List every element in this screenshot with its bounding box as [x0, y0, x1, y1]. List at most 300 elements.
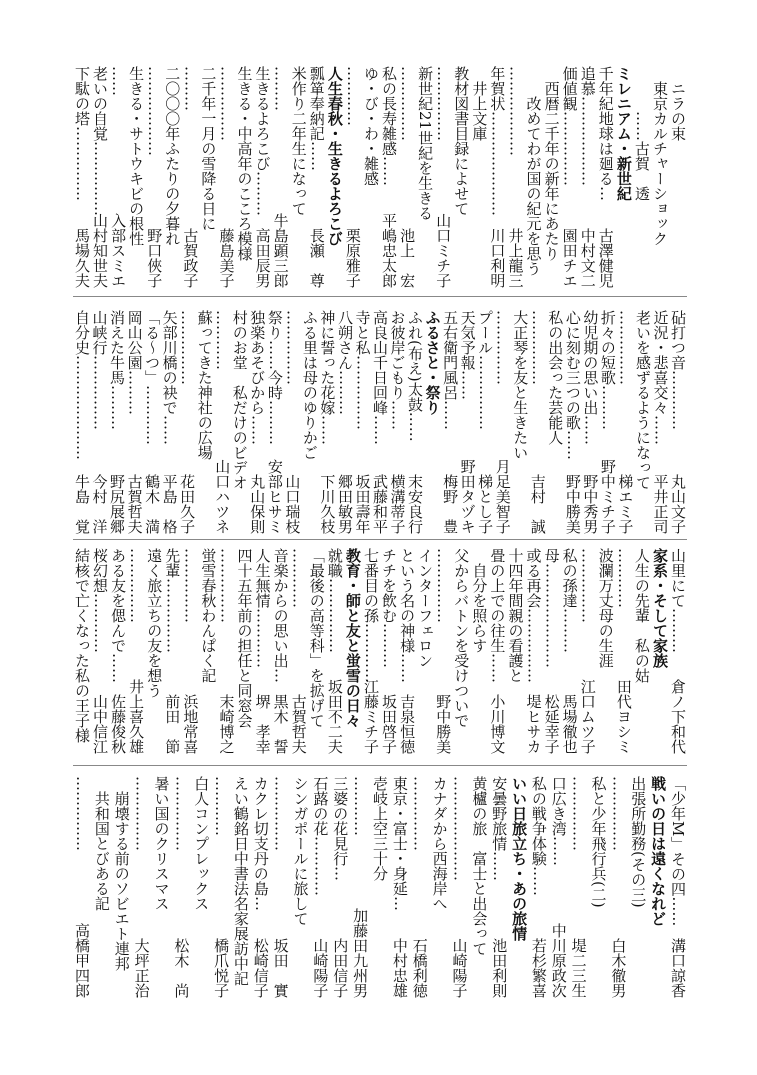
entry-title: 独楽あそびから……	[248, 310, 267, 445]
toc-entry	[109, 548, 127, 754]
entry-title: 価値観……………	[560, 66, 579, 186]
entry-title: ………………	[506, 66, 525, 156]
entry-title: インターフェロン	[416, 548, 435, 668]
toc-entry	[525, 66, 543, 288]
entry-title: 自分史…………………	[73, 310, 91, 460]
entry-title: 二〇〇〇年ふたりの夕暮れ	[163, 66, 182, 246]
entry-author: 野尻展郷	[108, 474, 127, 534]
toc-entry	[252, 776, 270, 998]
toc-band-3	[73, 548, 687, 754]
entry-title: ……………	[569, 776, 588, 851]
entry-title: ゆ・び・わ・雑感	[361, 66, 380, 186]
toc-entry	[272, 548, 290, 754]
entry-author: 平嶋忠太郎	[380, 213, 399, 288]
entry-title: 私と少年飛行兵(二)	[589, 776, 608, 908]
entry-author: 江藤ミチ子	[361, 679, 380, 754]
toc-entry	[232, 776, 250, 998]
entry-title: ふるさと・祭り	[423, 310, 442, 415]
entry-author: 吉村 誠	[528, 474, 547, 534]
toc-entry	[362, 66, 380, 288]
entry-author: 山口瑞枝	[283, 474, 302, 534]
toc-entry	[371, 310, 389, 534]
entry-author: 栗原雅子	[343, 228, 362, 288]
entry-title: 人生無情…………	[253, 548, 272, 668]
entry-author: 山中信江	[91, 694, 110, 754]
section-heading	[651, 548, 669, 754]
toc-entry	[213, 310, 231, 534]
toc-entry	[145, 548, 163, 754]
entry-title: ある友を偲んで……	[109, 548, 128, 683]
entry-title: ……………	[578, 548, 597, 623]
toc-entry	[629, 776, 647, 998]
section-heading	[615, 66, 633, 288]
toc-entry	[217, 548, 235, 754]
toc-entry	[470, 776, 488, 998]
section-heading	[424, 310, 442, 534]
entry-title: 砧打つ音…………	[669, 310, 687, 430]
entry-author: 郷田敏男	[335, 474, 354, 534]
entry-author: 池上 宏	[398, 228, 417, 288]
entry-title: 結核で亡くなった私の王子様	[73, 548, 91, 743]
toc-entry	[529, 310, 547, 534]
toc-entry	[450, 776, 468, 998]
entry-title: シンガポールに旅して	[291, 776, 310, 926]
entry-author: 月足美智子	[493, 459, 512, 534]
entry-author: 末安良行	[406, 474, 425, 534]
entry-title: 改めてわが国の紀元を思う	[524, 96, 543, 276]
section-heading	[344, 548, 362, 754]
entry-title: ……………	[178, 310, 197, 385]
toc-entry	[127, 548, 145, 754]
entry-title: 自分を照らす	[470, 563, 489, 653]
entry-author: 橋爪悦子	[212, 938, 231, 998]
entry-author: 坂田啓子	[380, 694, 399, 754]
entry-title: 安曇野旅情……	[490, 776, 509, 881]
entry-title: 私の戦争体験……	[529, 776, 548, 896]
entry-author: 倉ノ下和代	[669, 679, 687, 754]
toc-entry	[254, 548, 272, 754]
entry-title: 白人コンプレックス	[192, 776, 211, 911]
entry-title: 桜幻想…………	[91, 548, 110, 653]
entry-title: …………	[614, 548, 633, 608]
entry-title: 石蕗の花…………	[311, 776, 330, 896]
entry-title: 家系・そして家族	[650, 548, 669, 668]
entry-title: チチを飲む………	[380, 548, 399, 668]
toc-entry	[543, 66, 561, 288]
entry-author: 梯エミ子	[616, 474, 635, 534]
toc-entry	[73, 776, 91, 998]
entry-author: 今村 洋	[90, 474, 109, 534]
entry-title: 山峡行……………	[90, 310, 109, 430]
entry-title: 幼児期の思い出……	[581, 310, 600, 445]
entry-author: 梅野 豊	[441, 474, 460, 534]
toc-entry	[73, 66, 91, 288]
entry-author: 野中ミチ子	[598, 459, 617, 534]
toc-entry	[398, 66, 416, 288]
section-heading	[510, 776, 528, 998]
entry-title: ……古賀 透	[632, 111, 651, 201]
entry-title: …………	[343, 66, 362, 126]
toc-entry	[272, 776, 290, 998]
toc-entry	[143, 310, 161, 534]
entry-title: ……………	[181, 548, 200, 623]
toc-entry	[290, 548, 308, 754]
entry-title: 遠く旅立ちの友を想う	[145, 548, 164, 698]
entry-title: ……………	[398, 66, 417, 141]
toc-entry	[476, 310, 494, 534]
entry-title: 心に刻む三つの歌……	[563, 310, 582, 460]
toc-entry	[311, 776, 329, 998]
entry-title: ……………	[410, 776, 429, 851]
entry-title: 人生春秋・生きるよろこび	[325, 66, 344, 246]
toc-entry	[570, 776, 588, 998]
entry-title: 十四年間親の看護と	[506, 548, 525, 683]
toc-entry	[163, 66, 181, 288]
toc-entry	[669, 310, 687, 534]
entry-title: ……………	[127, 548, 146, 623]
entry-author: 横溝蒂子	[388, 474, 407, 534]
toc-entry	[579, 548, 597, 754]
toc-entry	[564, 310, 582, 534]
toc-entry	[597, 66, 615, 288]
entry-author: 安部ヒサミ	[265, 459, 284, 534]
toc-entry	[336, 310, 354, 534]
toc-entry	[452, 66, 470, 288]
entry-title: いい日旅立ち・あの旅情	[510, 776, 529, 941]
entry-title: という名の神様……	[398, 548, 417, 683]
toc-entry	[196, 310, 214, 534]
toc-entry	[669, 66, 687, 288]
entry-title: 蛍雪春秋わんぱく記	[199, 548, 218, 683]
entry-author: 松崎信子	[251, 938, 270, 998]
entry-author: 若杉繁喜	[529, 938, 548, 998]
entry-title: 瓢箪奉納記……	[307, 66, 326, 171]
entry-title: 教育・師と友と蛍雪の日々	[343, 548, 362, 728]
entry-title: ふれ(布え)太鼓……	[406, 310, 425, 442]
entry-author: 中村文二	[578, 228, 597, 288]
entry-author: 武藤和平	[371, 474, 389, 534]
toc-entry	[353, 310, 371, 534]
entry-title: 畳の上での往生……	[488, 548, 507, 683]
entry-title: 教材図書目録によせて	[452, 66, 471, 216]
toc-entry	[398, 548, 416, 754]
entry-author: 加藤田九州男	[351, 908, 370, 998]
toc-entry	[362, 548, 380, 754]
entry-author: 古澤健児	[596, 228, 615, 288]
toc-entry	[511, 310, 529, 534]
entry-author: 小川博文	[488, 694, 507, 754]
entry-title: 米作り二年生になって	[289, 66, 308, 216]
entry-author: 山口ミチ子	[434, 213, 453, 288]
entry-title: 出張所勤務(その三)	[629, 776, 648, 908]
toc-entry	[318, 310, 336, 534]
toc-entry	[108, 310, 126, 534]
toc-entry	[597, 548, 615, 754]
entry-title: 先輩……………	[163, 548, 182, 653]
entry-author: 牛島顕三郎	[271, 213, 290, 288]
toc-entry	[543, 548, 561, 754]
entry-title: えい鶴銘日中書法名家展訪中記	[231, 776, 250, 986]
entry-author: 中村忠雄	[390, 938, 409, 998]
toc-entry	[290, 66, 308, 288]
entry-author: 堺 孝幸	[253, 694, 272, 754]
toc-entry	[490, 776, 508, 998]
entry-title: 消えた牛馬………	[108, 310, 127, 430]
toc-entry	[590, 776, 608, 998]
toc-entry	[599, 310, 617, 534]
toc-entry	[616, 310, 634, 534]
toc-entry	[178, 310, 196, 534]
entry-title: 寺と私……………	[353, 310, 372, 430]
entry-title: ……………	[616, 310, 635, 385]
toc-entry	[199, 548, 217, 754]
entry-author: 馬場久夫	[73, 228, 91, 288]
toc-entry	[389, 310, 407, 534]
toc-entry	[416, 548, 434, 754]
toc-band-2	[73, 310, 687, 534]
toc-entry	[371, 776, 389, 998]
entry-author: 浜地常喜	[181, 694, 200, 754]
entry-title: ニラの束	[669, 81, 687, 141]
toc-entry	[669, 548, 687, 754]
entry-author: 山崎陽子	[450, 938, 469, 998]
entry-author: 大坪正治	[132, 938, 151, 998]
toc-entry	[633, 66, 651, 288]
section-heading	[649, 776, 667, 998]
toc-entry	[91, 310, 109, 534]
entry-author: 入部スミエ	[109, 213, 128, 288]
entry-title: プール……………	[476, 310, 495, 430]
entry-title: …………………	[450, 776, 469, 881]
toc-entry	[579, 66, 597, 288]
entry-author: 田代ヨシミ	[614, 679, 633, 754]
entry-title: ふる里は母のゆりかご	[300, 310, 319, 460]
entry-title: 父からバトンを受けついで	[452, 548, 471, 728]
entry-title: ……………	[283, 310, 302, 385]
entry-title: 八朔さん………	[335, 310, 354, 415]
entry-title: 崩壊する前のソビエト連邦	[112, 791, 131, 971]
toc-entry	[326, 548, 344, 754]
toc-entry	[506, 548, 524, 754]
toc-entry	[254, 66, 272, 288]
toc-entry	[459, 310, 477, 534]
entry-author: 池田利則	[490, 938, 509, 998]
toc-entry	[113, 776, 131, 998]
toc-entry	[506, 66, 524, 288]
entry-title: 母…………………	[542, 548, 561, 668]
entry-author: 野田タヅキ	[458, 459, 477, 534]
entry-title: …………	[213, 310, 232, 370]
toc-entry	[301, 310, 319, 534]
toc-entry	[344, 66, 362, 288]
entry-author: 溝口諒香	[669, 938, 687, 998]
entry-author: 野中勝美	[563, 474, 582, 534]
toc-entry	[431, 776, 449, 998]
toc-entry	[109, 66, 127, 288]
entry-title: 新世紀21世紀を生きる	[416, 66, 435, 221]
toc-entry	[331, 776, 349, 998]
entry-author: 古賀哲夫	[125, 474, 144, 534]
toc-entry	[416, 66, 434, 288]
toc-entry	[212, 776, 230, 998]
divider-rule	[73, 765, 687, 766]
entry-author: 末崎博之	[217, 694, 236, 754]
toc-entry	[669, 776, 687, 998]
entry-author: 野中勝美	[434, 694, 453, 754]
entry-title: ……………	[434, 548, 453, 623]
entry-title: 戦いの日は遠くなれど	[649, 776, 668, 926]
entry-author: 前田 節	[163, 694, 182, 754]
toc-entry	[145, 66, 163, 288]
toc-entry	[470, 548, 488, 754]
toc-entry	[127, 66, 145, 288]
entry-title: 祭り……今時………	[265, 310, 284, 445]
toc-entry	[266, 310, 284, 534]
entry-title: 黄櫨の旅 富士と出会って	[470, 776, 489, 956]
toc-band-1	[73, 66, 687, 288]
entry-author: 坂田 實	[271, 938, 290, 998]
entry-title: 追慕………………	[578, 66, 597, 186]
entry-title: ……………	[528, 310, 547, 385]
divider-rule	[73, 539, 687, 540]
toc-entry	[181, 548, 199, 754]
toc-entry	[217, 66, 235, 288]
toc-entry	[172, 776, 190, 998]
entry-title: …………	[212, 776, 231, 836]
toc-entry	[634, 310, 652, 534]
toc-entry	[380, 66, 398, 288]
entry-title: ……	[109, 66, 128, 96]
toc-entry	[192, 776, 210, 998]
toc-entry	[308, 66, 326, 288]
entry-author: 高田辰男	[253, 228, 272, 288]
toc-entry	[546, 310, 564, 534]
entry-title: 私の出会った芸能人	[546, 310, 565, 445]
entry-title: カクレ切支丹の島…	[251, 776, 270, 911]
entry-author: 古賀哲夫	[289, 694, 308, 754]
entry-author: 坂田壽年	[353, 474, 372, 534]
toc-entry	[292, 776, 310, 998]
entry-title: 口広き湾……	[549, 776, 568, 866]
entry-title: 高良山千日回峰……	[371, 310, 389, 445]
entry-title: ………	[181, 66, 200, 111]
toc-entry	[615, 548, 633, 754]
entry-author: 下川久枝	[318, 474, 337, 534]
entry-author: 丸山文子	[669, 474, 687, 534]
entry-title: 五右衛門風呂……	[441, 310, 460, 430]
entry-title: 「最後の高等科」を拡げて	[307, 548, 326, 728]
entry-author: 堤ヒサカ	[524, 694, 543, 754]
entry-author: 高橋甲四郎	[73, 923, 91, 998]
entry-author: 藤島美子	[217, 228, 236, 288]
entry-title: …………	[289, 548, 308, 608]
entry-title: 生きる・中高年のこころ模様	[235, 66, 254, 261]
entry-title: 壱岐上空三十分	[371, 776, 389, 881]
toc-entry	[581, 310, 599, 534]
entry-author: 平島 格	[160, 474, 179, 534]
toc-entry	[308, 548, 326, 754]
entry-title: 暑い国のクリスマス	[152, 776, 171, 911]
entry-title: 近況・悲喜交々……	[651, 310, 670, 445]
entry-title: 人生の先輩 私の姑	[632, 548, 651, 683]
entry-title: 「少年M」その四……	[669, 776, 687, 927]
entry-title: 大正琴を友と生きたい	[511, 310, 530, 460]
entry-author: 内田信子	[331, 938, 350, 998]
toc-entry	[633, 548, 651, 754]
entry-author: 鶴木 満	[143, 474, 162, 534]
toc-entry	[550, 776, 568, 998]
entry-title: 或る再会……………	[524, 548, 543, 683]
toc-entry	[152, 776, 170, 998]
entry-title: 井上文庫	[470, 81, 489, 141]
entry-title: ……………	[73, 776, 91, 851]
entry-title: 三婆の花見行…	[331, 776, 350, 881]
entry-title: 「る～つ」…………	[143, 310, 162, 445]
toc-entry	[248, 310, 266, 534]
entry-author: 山崎陽子	[311, 938, 330, 998]
entry-author: 丸山保則	[248, 474, 267, 534]
toc-entry	[91, 548, 109, 754]
section-heading	[326, 66, 344, 288]
entry-author: 園田チエ	[560, 228, 579, 288]
toc-entry	[93, 776, 111, 998]
entry-title: 西暦二千年の新年にあたり	[542, 81, 561, 261]
entry-author: 井上喜久雄	[127, 679, 146, 754]
toc-entry	[163, 548, 181, 754]
entry-title: 矢部川橋の袂で……	[160, 310, 179, 445]
entry-author: 野口俠子	[145, 228, 164, 288]
entry-author: 山口ハツネ	[213, 459, 232, 534]
entry-author: 坂田不二夫	[325, 679, 344, 754]
toc-entry	[609, 776, 627, 998]
entry-author: 井上龍三	[506, 228, 525, 288]
entry-title: ……………	[217, 548, 236, 623]
entry-author: 石橋利徳	[410, 938, 429, 998]
toc-entry	[441, 310, 459, 534]
entry-title: カナダから西海岸へ	[430, 776, 449, 911]
entry-title: ……………	[434, 66, 453, 141]
toc-entry	[283, 310, 301, 534]
toc-entry	[351, 776, 369, 998]
toc-entry	[231, 310, 249, 534]
toc-entry	[434, 548, 452, 754]
entry-author: 佐藤俊秋	[109, 694, 128, 754]
entry-author: 江口ムツ子	[578, 679, 597, 754]
toc-entry	[272, 66, 290, 288]
entry-title: 村のお堂 私だけのビデオ	[230, 310, 249, 490]
entry-title: 生きるよろこび………	[253, 66, 272, 216]
entry-title: 私の長寿雑感……	[380, 66, 399, 186]
divider-rule	[73, 296, 687, 297]
toc-entry	[488, 548, 506, 754]
entry-title: お彼岸ごもり……	[388, 310, 407, 430]
entry-title: 四十五年前の担任と同窓会	[235, 548, 254, 728]
entry-title: 岡山公園………	[125, 310, 144, 415]
entry-title: 七番目の孫…………	[361, 548, 380, 683]
toc-entry	[494, 310, 512, 534]
toc-entry	[236, 548, 254, 754]
entry-title: ……………	[609, 776, 628, 851]
toc-entry	[525, 548, 543, 754]
entry-author: 花田久子	[178, 474, 197, 534]
entry-title: 折々の短歌………	[598, 310, 617, 430]
entry-title: ……………	[132, 776, 151, 851]
entry-title: 神に誓った花嫁……	[318, 310, 337, 445]
toc-entry	[161, 310, 179, 534]
entry-author: 中川原政次	[549, 923, 568, 998]
toc-entry	[73, 548, 91, 754]
toc-entry	[470, 66, 488, 288]
